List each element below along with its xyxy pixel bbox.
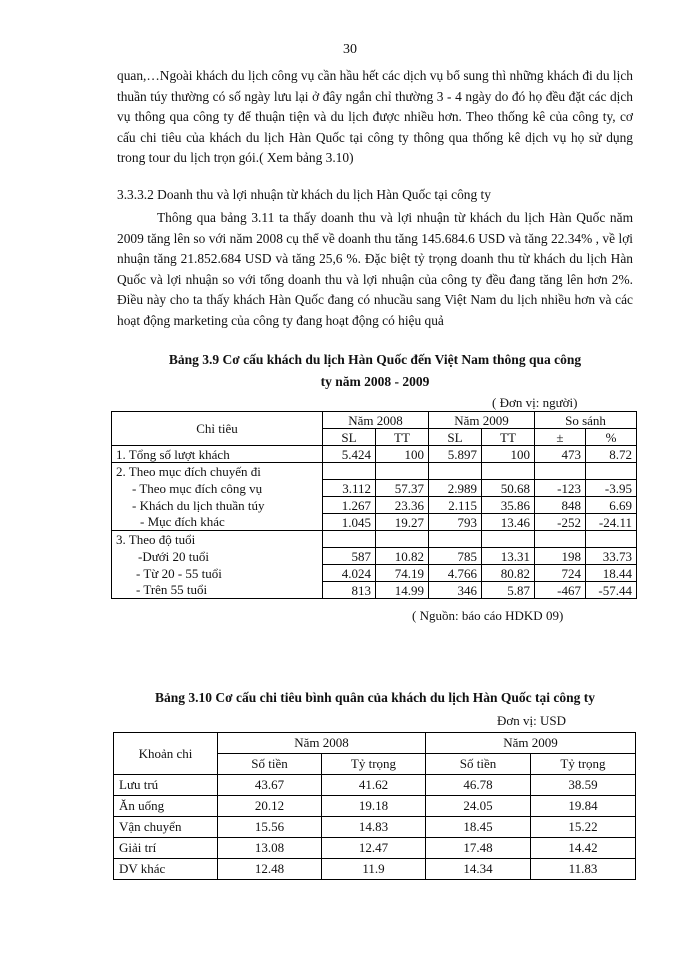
paragraph-2: Thông qua bảng 3.11 ta thấy doanh thu và lợi nhuận từ khách du lịch Hàn Quốc năm 2009 tăng lên so với năm 2008 cụ thể về doanh thu tăng 145.684.6 USD và tăng 22.34% , về lợi nhuận tăng 21.852.684 USD và tăng 25,6 %. Đặc biệt tỷ trọng doanh thu từ khách du lịch Hàn Quốc và lợi nhuận so với tổng doanh thu và lợi nhuận của công ty đều đang tăng lên hơn 2%. Điều này cho ta thấy khách Hàn Quốc đang có nhucầu sang Việt Nam du lịch nhiều hơn và các hoạt động marketing của công ty đang hoạt động có hiệu quả [117,210,633,328]
table1-cell: -467 [535,582,586,599]
table2-cell: 17.48 [426,838,531,859]
table1-source: ( Nguồn: báo cáo HDKD 09) [412,608,564,623]
table1-cell: 100 [482,446,535,463]
table1-cell: 23.36 [376,497,429,514]
table2-cell: 18.45 [426,817,531,838]
table1-cell: 13.46 [482,514,535,531]
table2-row-label: Lưu trú [114,775,218,796]
table1-cell: 100 [376,446,429,463]
table2-header-so-tien-2009: Số tiền [426,754,531,775]
table1-header-sl-2008: SL [323,429,376,446]
table1-row-total [112,446,637,463]
page-number: 30 [343,42,357,57]
table1-row-label: - Theo mục đích công vụ [112,480,323,497]
table2-cell: 11.9 [322,859,426,880]
table1-cell: 2.115 [429,497,482,514]
table2-row-label: Vận chuyển [114,817,218,838]
table1-cell: 74.19 [376,565,429,582]
table2-cell: 11.83 [531,859,636,880]
table2-row [114,775,636,796]
table1-group-label: 3. Theo độ tuổi [112,531,323,548]
table2-unit: Đơn vị: USD [497,713,566,728]
table2-cell: 19.84 [531,796,636,817]
table1-header-sl-2009: SL [429,429,482,446]
table1-caption-line2: ty năm 2008 - 2009 [320,374,430,389]
table2-cell: 43.67 [218,775,322,796]
table1-cell: 3.112 [323,480,376,497]
table2-row [114,817,636,838]
table1-unit: ( Đơn vị: người) [492,395,578,410]
table1-cell: 724 [535,565,586,582]
table2-header-year1: Năm 2008 [218,733,426,754]
table2-cell: 14.42 [531,838,636,859]
table1-row-label: - Trên 55 tuổi [112,582,323,599]
table1-cell: 80.82 [482,565,535,582]
table1-row [112,582,637,599]
table2-header-so-tien-2008: Số tiền [218,754,322,775]
table1-header-tt-2009: TT [482,429,535,446]
table1-cell: 19.27 [376,514,429,531]
table1-header-compare: So sánh [535,412,637,429]
table1-cell: 5.897 [429,446,482,463]
table2-header-khoan-chi: Khoản chi [114,733,218,775]
table1-row-label: -Dưới 20 tuổi [112,548,323,565]
table1-row [112,565,637,582]
table1-cell: 14.99 [376,582,429,599]
table1-row [112,497,637,514]
table2-row [114,859,636,880]
table1-cell: -123 [535,480,586,497]
table1-row-label: - Mục đích khác [112,514,323,531]
table1-header-year2: Năm 2009 [429,412,535,429]
table1-cell: 848 [535,497,586,514]
table1-header-chi-tieu: Chỉ tiêu [112,412,323,446]
table2-row-label: Giải trí [114,838,218,859]
table1-row-label: - Khách du lịch thuần túy [112,497,323,514]
table1-row [112,548,637,565]
table1-cell: 587 [323,548,376,565]
table1-group-label: 2. Theo mục đích chuyến đi [112,463,323,480]
table1-cell: 2.989 [429,480,482,497]
table1-cell: 18.44 [586,565,637,582]
table2-cell: 46.78 [426,775,531,796]
table2-cell: 24.05 [426,796,531,817]
table1-cell: -57.44 [586,582,637,599]
table2-cell: 12.48 [218,859,322,880]
table2-cell: 15.56 [218,817,322,838]
table2-row-label: DV khác [114,859,218,880]
table1-cell: 33.73 [586,548,637,565]
table2-cell: 20.12 [218,796,322,817]
section-heading-3-3-3-2: 3.3.3.2 Doanh thu và lợi nhuận từ khách du lịch Hàn Quốc tại công ty [117,187,491,202]
table1-cell: 813 [323,582,376,599]
table1-row-label: - Từ 20 - 55 tuổi [112,565,323,582]
table1-cell: 4.766 [429,565,482,582]
table1-cell: 346 [429,582,482,599]
table2-caption: Bảng 3.10 Cơ cấu chi tiêu bình quân của khách du lịch Hàn Quốc tại công ty [155,690,595,705]
table1-header-plusminus: ± [535,429,586,446]
table2-header-year2: Năm 2009 [426,733,636,754]
table2-cell: 19.18 [322,796,426,817]
table1-cell: 1.045 [323,514,376,531]
table1-row [112,480,637,497]
table1-cell: 35.86 [482,497,535,514]
table2-row [114,838,636,859]
table1-header-percent: % [586,429,637,446]
table1-cell: 4.024 [323,565,376,582]
table2 [113,732,636,880]
table2-cell: 38.59 [531,775,636,796]
table2-cell: 13.08 [218,838,322,859]
table1-cell: -24.11 [586,514,637,531]
table1-cell: 785 [429,548,482,565]
table2-header-ty-trong-2009: Tỷ trọng [531,754,636,775]
table2-cell: 15.22 [531,817,636,838]
table1-cell: 10.82 [376,548,429,565]
table1-cell: 5.424 [323,446,376,463]
table1-group3-heading [112,531,637,548]
table1-cell: 8.72 [586,446,637,463]
table2-row [114,796,636,817]
table1-cell: 793 [429,514,482,531]
table1-cell: 57.37 [376,480,429,497]
table1-cell: -252 [535,514,586,531]
table1-cell: 13.31 [482,548,535,565]
table1 [111,411,637,599]
table1-caption [117,349,633,393]
paragraph-1: quan,…Ngoài khách du lịch công vụ cần hầu hết các dịch vụ bổ sung thì những khách đi du lịch thuần túy thường có số ngày lưu lại ở đây ngắn chỉ thường 3 - 4 ngày do đó họ đều đặt các dịch vụ thông qua công ty để thuận tiện và du lịch được nhiều hơn. Theo thống kê của công ty, cơ cấu chi tiêu của khách du lịch Hàn Quốc tại công ty thông qua thống kê dịch vụ họ sử dụng trong tour du lịch trọn gói.( Xem bảng 3.10) [117,68,633,165]
table1-cell: -3.95 [586,480,637,497]
table1-caption-line1: Bảng 3.9 Cơ cấu khách du lịch Hàn Quốc đến Việt Nam thông qua công [168,352,582,367]
table1-cell: 6.69 [586,497,637,514]
table1-group2-heading [112,463,637,480]
table1-header-year1: Năm 2008 [323,412,429,429]
table1-cell: 473 [535,446,586,463]
table1-cell: 5.87 [482,582,535,599]
table2-cell: 14.83 [322,817,426,838]
table1-header-tt-2008: TT [376,429,429,446]
table1-cell: 50.68 [482,480,535,497]
table2-cell: 12.47 [322,838,426,859]
table1-row-label: 1. Tổng số lượt khách [112,446,323,463]
table2-cell: 41.62 [322,775,426,796]
table1-row [112,514,637,531]
table2-cell: 14.34 [426,859,531,880]
table2-row-label: Ăn uống [114,796,218,817]
table2-header-ty-trong-2008: Tỷ trọng [322,754,426,775]
table1-cell: 198 [535,548,586,565]
table1-cell: 1.267 [323,497,376,514]
